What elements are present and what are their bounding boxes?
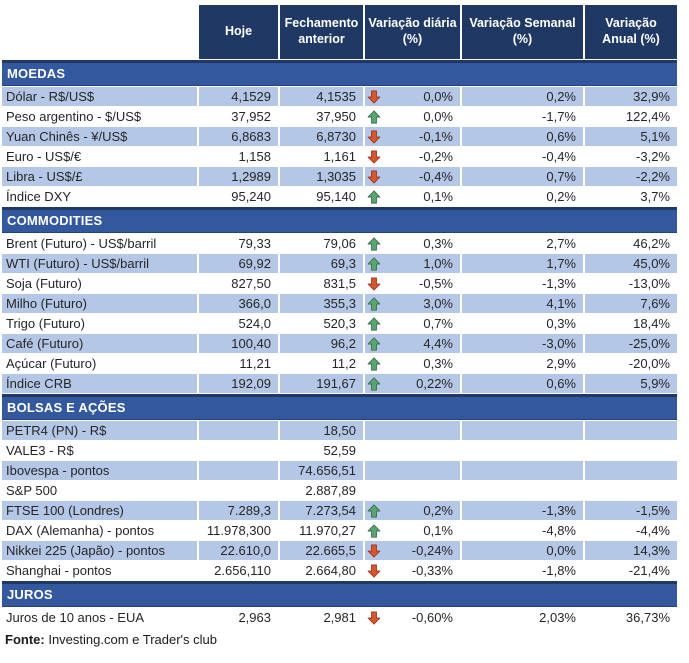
today-cell: 6,8683 xyxy=(199,127,278,146)
row-label-cell: Café (Futuro) xyxy=(2,334,197,353)
up-arrow-icon xyxy=(365,377,383,391)
column-header-var-anual: Variação Anual (%) xyxy=(585,5,677,59)
weekly-change-cell: 2,03% xyxy=(462,608,583,627)
previous-close-cell: 4,1535 xyxy=(280,87,363,106)
daily-change-cell xyxy=(365,441,460,460)
daily-change-cell xyxy=(365,334,460,353)
daily-change-cell xyxy=(365,374,460,393)
annual-change-cell: -3,2% xyxy=(585,147,677,166)
up-arrow-icon xyxy=(365,357,383,371)
daily-change-cell xyxy=(365,294,460,313)
previous-close-cell: 69,3 xyxy=(280,254,363,273)
up-arrow-icon xyxy=(365,337,383,351)
column-header-var-semanal: Variação Semanal (%) xyxy=(462,5,583,59)
today-cell: 827,50 xyxy=(199,274,278,293)
row-label-cell: Milho (Futuro) xyxy=(2,294,197,313)
today-cell: 524,0 xyxy=(199,314,278,333)
down-arrow-icon xyxy=(365,90,383,104)
row-label-cell: Yuan Chinês - ¥/US$ xyxy=(2,127,197,146)
down-arrow-icon xyxy=(365,170,383,184)
daily-change-cell xyxy=(365,167,460,186)
weekly-change-cell: 1,7% xyxy=(462,254,583,273)
annual-change-cell: 7,6% xyxy=(585,294,677,313)
previous-close-cell: 79,06 xyxy=(280,234,363,253)
daily-change-value: 1,0% xyxy=(423,256,453,271)
daily-change-cell xyxy=(365,354,460,373)
annual-change-cell: -2,2% xyxy=(585,167,677,186)
down-arrow-icon xyxy=(365,564,383,578)
daily-change-value: 0,3% xyxy=(423,236,453,251)
weekly-change-cell xyxy=(462,461,583,480)
weekly-change-cell: 0,0% xyxy=(462,541,583,560)
daily-change-cell xyxy=(365,608,460,627)
today-cell: 2,963 xyxy=(199,608,278,627)
row-label-cell: Shanghai - pontos xyxy=(2,561,197,580)
daily-change-value: -0,5% xyxy=(419,276,453,291)
previous-close-cell: 96,2 xyxy=(280,334,363,353)
daily-change-value: 0,1% xyxy=(423,189,453,204)
daily-change-cell xyxy=(365,274,460,293)
today-cell: 100,40 xyxy=(199,334,278,353)
previous-close-cell: 52,59 xyxy=(280,441,363,460)
section-header: MOEDAS xyxy=(2,60,677,86)
up-arrow-icon xyxy=(365,524,383,538)
previous-close-cell: 6,8730 xyxy=(280,127,363,146)
daily-change-cell xyxy=(365,107,460,126)
source-label: Fonte: xyxy=(5,632,45,647)
annual-change-cell: 32,9% xyxy=(585,87,677,106)
daily-change-cell xyxy=(365,147,460,166)
today-cell xyxy=(199,421,278,440)
annual-change-cell: -1,5% xyxy=(585,501,677,520)
weekly-change-cell: -1,3% xyxy=(462,274,583,293)
daily-change-value: 0,0% xyxy=(423,109,453,124)
today-cell: 366,0 xyxy=(199,294,278,313)
section-header: BOLSAS E AÇÕES xyxy=(2,394,677,420)
annual-change-cell: 18,4% xyxy=(585,314,677,333)
weekly-change-cell: 0,6% xyxy=(462,127,583,146)
row-label-cell: Brent (Futuro) - US$/barril xyxy=(2,234,197,253)
source-text: Investing.com e Trader's club xyxy=(44,632,218,647)
daily-change-value: -0,60% xyxy=(411,610,453,625)
previous-close-cell: 191,67 xyxy=(280,374,363,393)
weekly-change-cell: -0,4% xyxy=(462,147,583,166)
annual-change-cell: 5,9% xyxy=(585,374,677,393)
previous-close-cell: 7.273,54 xyxy=(280,501,363,520)
annual-change-cell: 36,73% xyxy=(585,608,677,627)
previous-close-cell: 37,950 xyxy=(280,107,363,126)
section-header: JUROS xyxy=(2,581,677,607)
weekly-change-cell xyxy=(462,421,583,440)
daily-change-value: -0,1% xyxy=(419,129,453,144)
row-label-cell: WTI (Futuro) - US$/barril xyxy=(2,254,197,273)
annual-change-cell: 46,2% xyxy=(585,234,677,253)
today-cell: 7.289,3 xyxy=(199,501,278,520)
row-label-cell: FTSE 100 (Londres) xyxy=(2,501,197,520)
up-arrow-icon xyxy=(365,237,383,251)
weekly-change-cell: 0,2% xyxy=(462,87,583,106)
down-arrow-icon xyxy=(365,611,383,625)
weekly-change-cell: -4,8% xyxy=(462,521,583,540)
daily-change-value: 4,4% xyxy=(423,336,453,351)
daily-change-value: -0,24% xyxy=(411,543,453,558)
row-label-cell: Libra - US$/£ xyxy=(2,167,197,186)
daily-change-cell xyxy=(365,187,460,206)
today-cell: 22.610,0 xyxy=(199,541,278,560)
up-arrow-icon xyxy=(365,257,383,271)
rates-table xyxy=(2,5,677,627)
today-cell: 11.978,300 xyxy=(199,521,278,540)
weekly-change-cell: 0,2% xyxy=(462,187,583,206)
previous-close-cell: 1,3035 xyxy=(280,167,363,186)
column-header-var-diaria: Variação diária (%) xyxy=(365,5,460,59)
row-label-cell: Trigo (Futuro) xyxy=(2,314,197,333)
header-spacer xyxy=(2,5,197,59)
today-cell: 37,952 xyxy=(199,107,278,126)
daily-change-value: -0,2% xyxy=(419,149,453,164)
today-cell: 2.656,110 xyxy=(199,561,278,580)
previous-close-cell: 11,2 xyxy=(280,354,363,373)
annual-change-cell xyxy=(585,421,677,440)
row-label-cell: DAX (Alemanha) - pontos xyxy=(2,521,197,540)
daily-change-value: -0,4% xyxy=(419,169,453,184)
today-cell xyxy=(199,441,278,460)
weekly-change-cell: 0,3% xyxy=(462,314,583,333)
row-label-cell: Soja (Futuro) xyxy=(2,274,197,293)
previous-close-cell: 2,981 xyxy=(280,608,363,627)
previous-close-cell: 520,3 xyxy=(280,314,363,333)
annual-change-cell xyxy=(585,481,677,500)
daily-change-value: 0,3% xyxy=(423,356,453,371)
column-header-hoje: Hoje xyxy=(199,5,278,59)
daily-change-cell xyxy=(365,521,460,540)
daily-change-value: 0,1% xyxy=(423,523,453,538)
annual-change-cell: 3,7% xyxy=(585,187,677,206)
down-arrow-icon xyxy=(365,150,383,164)
daily-change-cell xyxy=(365,461,460,480)
row-label-cell: Índice CRB xyxy=(2,374,197,393)
weekly-change-cell: -3,0% xyxy=(462,334,583,353)
row-label-cell: Nikkei 225 (Japão) - pontos xyxy=(2,541,197,560)
up-arrow-icon xyxy=(365,110,383,124)
row-label-cell: S&P 500 xyxy=(2,481,197,500)
weekly-change-cell: 4,1% xyxy=(462,294,583,313)
annual-change-cell: 14,3% xyxy=(585,541,677,560)
today-cell xyxy=(199,481,278,500)
daily-change-cell xyxy=(365,501,460,520)
previous-close-cell: 22.665,5 xyxy=(280,541,363,560)
previous-close-cell: 18,50 xyxy=(280,421,363,440)
row-label-cell: Índice DXY xyxy=(2,187,197,206)
daily-change-value: 0,22% xyxy=(416,376,453,391)
weekly-change-cell: -1,7% xyxy=(462,107,583,126)
annual-change-cell xyxy=(585,461,677,480)
down-arrow-icon xyxy=(365,130,383,144)
daily-change-value: 0,7% xyxy=(423,316,453,331)
previous-close-cell: 11.970,27 xyxy=(280,521,363,540)
weekly-change-cell: -1,3% xyxy=(462,501,583,520)
down-arrow-icon xyxy=(365,544,383,558)
daily-change-value: 0,0% xyxy=(423,89,453,104)
annual-change-cell: -13,0% xyxy=(585,274,677,293)
weekly-change-cell: 0,7% xyxy=(462,167,583,186)
daily-change-cell xyxy=(365,87,460,106)
daily-change-cell xyxy=(365,127,460,146)
weekly-change-cell: 2,9% xyxy=(462,354,583,373)
daily-change-cell xyxy=(365,561,460,580)
row-label-cell: Euro - US$/€ xyxy=(2,147,197,166)
up-arrow-icon xyxy=(365,504,383,518)
daily-change-cell xyxy=(365,481,460,500)
source-note xyxy=(5,632,677,647)
weekly-change-cell xyxy=(462,481,583,500)
row-label-cell: Ibovespa - pontos xyxy=(2,461,197,480)
row-label-cell: Peso argentino - $/US$ xyxy=(2,107,197,126)
previous-close-cell: 355,3 xyxy=(280,294,363,313)
annual-change-cell: -21,4% xyxy=(585,561,677,580)
row-label-cell: VALE3 - R$ xyxy=(2,441,197,460)
daily-change-cell xyxy=(365,314,460,333)
today-cell xyxy=(199,461,278,480)
column-header-fechamento: Fechamento anterior xyxy=(280,5,363,59)
previous-close-cell: 74.656,51 xyxy=(280,461,363,480)
row-label-cell: Juros de 10 anos - EUA xyxy=(2,608,197,627)
up-arrow-icon xyxy=(365,297,383,311)
today-cell: 192,09 xyxy=(199,374,278,393)
up-arrow-icon xyxy=(365,190,383,204)
today-cell: 11,21 xyxy=(199,354,278,373)
today-cell: 1,2989 xyxy=(199,167,278,186)
annual-change-cell: 122,4% xyxy=(585,107,677,126)
weekly-change-cell xyxy=(462,441,583,460)
row-label-cell: PETR4 (PN) - R$ xyxy=(2,421,197,440)
daily-change-cell xyxy=(365,234,460,253)
down-arrow-icon xyxy=(365,277,383,291)
previous-close-cell: 1,161 xyxy=(280,147,363,166)
previous-close-cell: 95,140 xyxy=(280,187,363,206)
previous-close-cell: 2.664,80 xyxy=(280,561,363,580)
annual-change-cell: -25,0% xyxy=(585,334,677,353)
weekly-change-cell: 0,6% xyxy=(462,374,583,393)
previous-close-cell: 831,5 xyxy=(280,274,363,293)
annual-change-cell: 45,0% xyxy=(585,254,677,273)
previous-close-cell: 2.887,89 xyxy=(280,481,363,500)
annual-change-cell xyxy=(585,441,677,460)
weekly-change-cell: 2,7% xyxy=(462,234,583,253)
today-cell: 1,158 xyxy=(199,147,278,166)
row-label-cell: Dólar - R$/US$ xyxy=(2,87,197,106)
daily-change-cell xyxy=(365,254,460,273)
row-label-cell: Açúcar (Futuro) xyxy=(2,354,197,373)
today-cell: 4,1529 xyxy=(199,87,278,106)
today-cell: 95,240 xyxy=(199,187,278,206)
daily-change-value: 3,0% xyxy=(423,296,453,311)
weekly-change-cell: -1,8% xyxy=(462,561,583,580)
annual-change-cell: -4,4% xyxy=(585,521,677,540)
annual-change-cell: 5,1% xyxy=(585,127,677,146)
daily-change-cell xyxy=(365,541,460,560)
daily-change-value: 0,2% xyxy=(423,503,453,518)
today-cell: 79,33 xyxy=(199,234,278,253)
today-cell: 69,92 xyxy=(199,254,278,273)
section-header: COMMODITIES xyxy=(2,207,677,233)
up-arrow-icon xyxy=(365,317,383,331)
annual-change-cell: -20,0% xyxy=(585,354,677,373)
daily-change-value: -0,33% xyxy=(411,563,453,578)
daily-change-cell xyxy=(365,421,460,440)
